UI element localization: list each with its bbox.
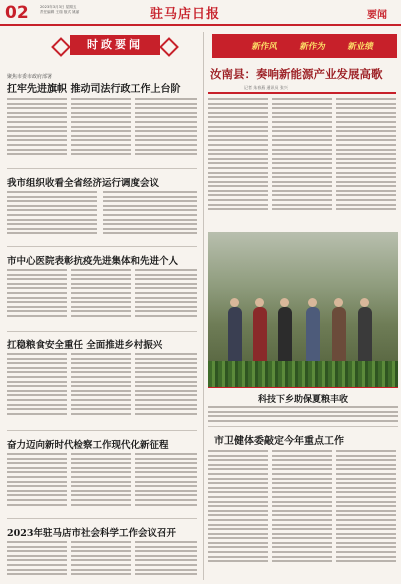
article-body-5a	[7, 453, 67, 513]
section-banner: 时政要闻	[70, 35, 160, 55]
article-body-1c	[135, 98, 197, 164]
article-body-1a	[7, 98, 67, 164]
divider	[7, 430, 197, 431]
section-name: 要闻	[367, 10, 387, 21]
article-body-3a	[7, 269, 67, 327]
article-body-5b	[71, 453, 131, 513]
person-figure	[306, 307, 320, 367]
issue-date: 2023年3月3日 星期五 责任编辑 王瑞 版式 姚丽	[40, 5, 80, 14]
article-body-2b	[103, 191, 197, 241]
wheat-field	[208, 361, 398, 387]
title-rule	[208, 92, 396, 94]
page-number: 02	[5, 3, 29, 23]
newspaper-logo: 驻马店日报	[150, 7, 221, 22]
headline-5[interactable]: 奋力迈向新时代检察工作现代化新征程	[7, 440, 169, 451]
banner-word-2: 新作为	[298, 42, 327, 52]
headline-3[interactable]: 市中心医院表彰抗疫先进集体和先进个人	[7, 256, 179, 267]
theme-banner	[212, 34, 397, 58]
divider	[7, 331, 197, 332]
article-body-4a	[7, 353, 67, 425]
article-body-4c	[135, 353, 197, 425]
article-body-1b	[71, 98, 131, 164]
article-body-4b	[71, 353, 131, 425]
person-figure	[253, 307, 267, 367]
person-figure	[332, 307, 346, 367]
feature-body-c	[336, 98, 396, 226]
headline-2[interactable]: 我市组织收看全省经济运行调度会议	[7, 178, 160, 189]
article-body-5c	[135, 453, 197, 513]
page-header	[0, 0, 401, 26]
person-figure	[278, 307, 292, 367]
banner-word-1: 新作风	[250, 42, 279, 52]
divider	[7, 246, 197, 247]
divider	[7, 168, 197, 169]
feature-body-b	[272, 98, 332, 226]
column-divider	[203, 32, 204, 580]
person-figure	[358, 307, 372, 367]
person-figure	[228, 307, 242, 367]
article-body-2a	[7, 191, 97, 241]
news-photo	[208, 232, 398, 387]
banner-word-3: 新业绩	[346, 42, 375, 52]
feature-body-a	[208, 98, 268, 226]
article-body-6c	[135, 541, 197, 581]
article-body-7c	[336, 450, 396, 580]
headline-7[interactable]: 市卫健体委敲定今年重点工作	[214, 436, 344, 447]
article-body-6a	[7, 541, 67, 581]
headline-1[interactable]: 扛牢先进旗帜 推动司法行政工作上台阶	[7, 84, 181, 95]
divider	[7, 518, 197, 519]
headline-4[interactable]: 扛稳粮食安全重任 全面推进乡村振兴	[7, 340, 163, 351]
article-body-7b	[272, 450, 332, 580]
main-headline[interactable]: 汝南县：奏响新能源产业发展高歌	[210, 67, 383, 81]
photo-caption: 科技下乡助保夏粮丰收	[208, 387, 398, 423]
article-body-6b	[71, 541, 131, 581]
divider	[208, 426, 398, 427]
article-body-3c	[135, 269, 197, 327]
byline: 记者 朱春燕 通讯员 张兴	[244, 85, 288, 90]
article-body-7a	[208, 450, 268, 580]
article-kicker: 聚焦市委市政府部署	[7, 74, 53, 80]
headline-6[interactable]: 2023年驻马店市社会科学工作会议召开	[7, 528, 176, 539]
article-body-3b	[71, 269, 131, 327]
